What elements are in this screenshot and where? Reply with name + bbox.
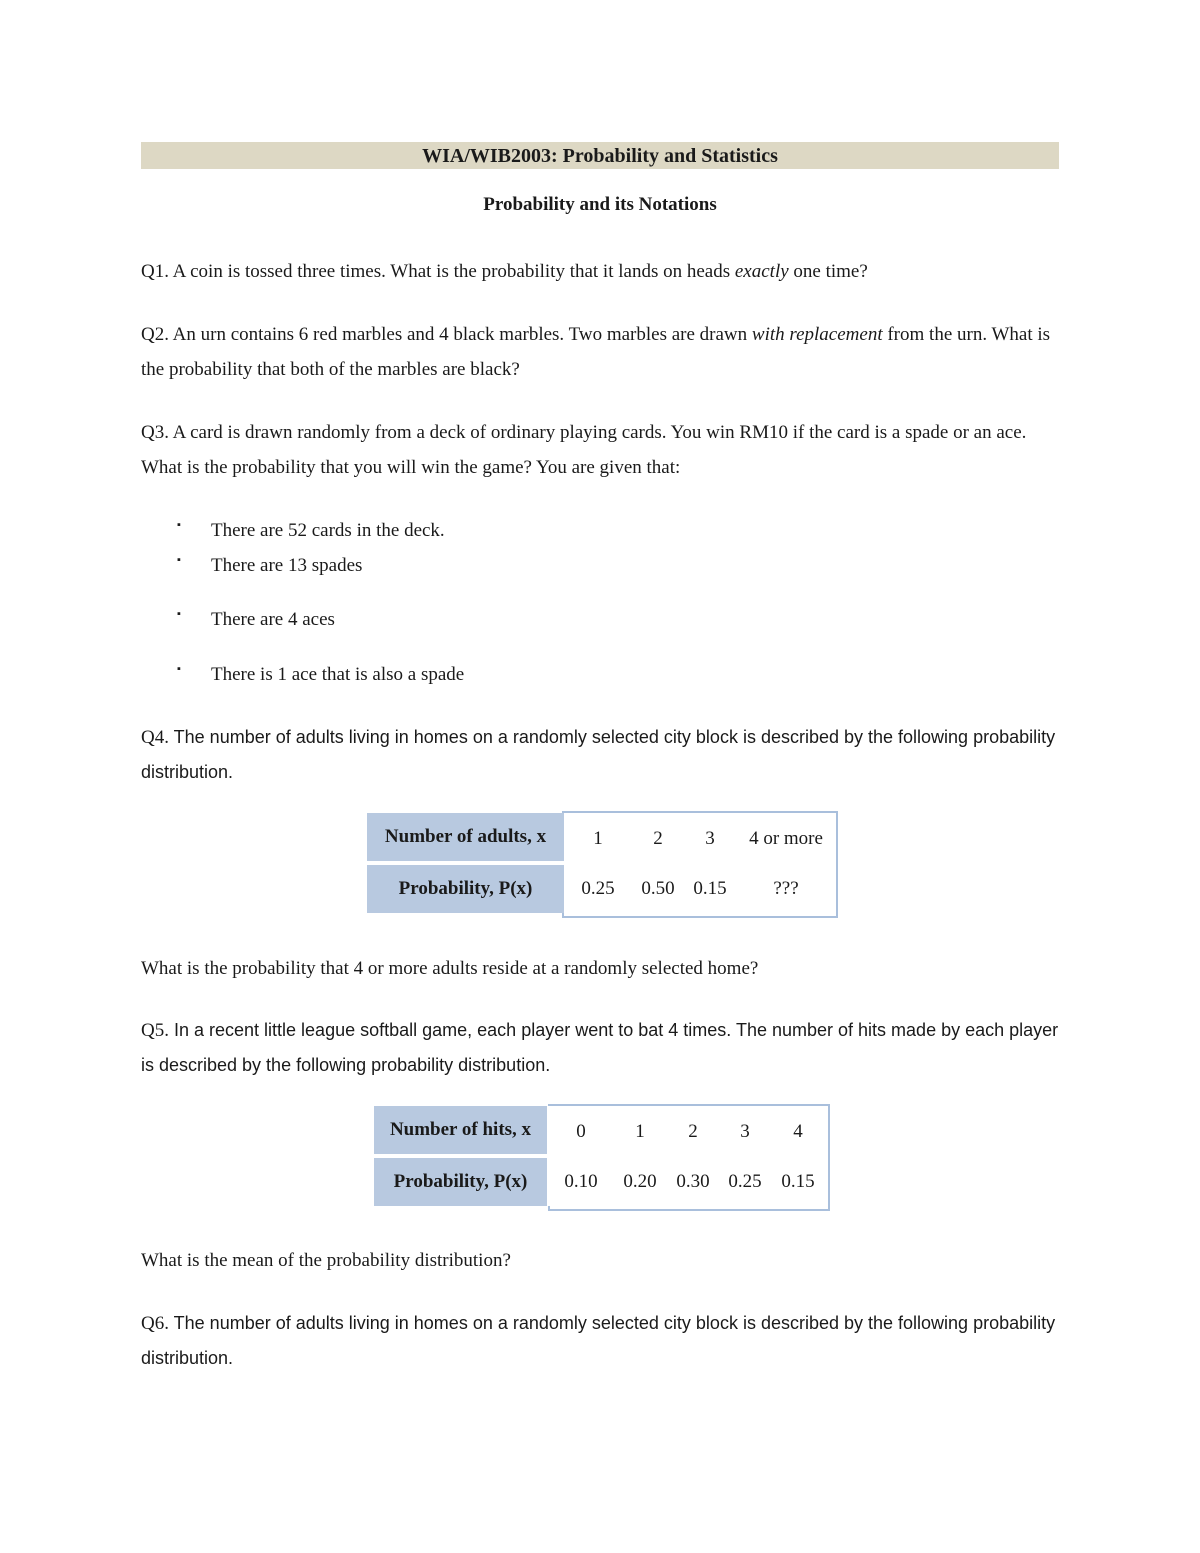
table-cell: 0.10: [564, 1171, 598, 1192]
question-text: An urn contains 6 red marbles and 4 black marbles. Two marbles are drawn: [168, 324, 752, 345]
bullet-icon: ▪: [177, 608, 181, 620]
question-number: Q4.: [141, 727, 169, 748]
course-title-banner: WIA/WIB2003: Probability and Statistics: [141, 142, 1059, 169]
question-text: The number of adults living in homes on a randomly selected city block is described by the following probability distribution.: [141, 727, 1056, 782]
table-cell: 0.30: [676, 1171, 710, 1192]
table-cell: 2: [688, 1121, 698, 1142]
table-cell: 1: [635, 1121, 645, 1142]
question-5-prompt: What is the mean of the probability distribution?: [141, 1250, 511, 1271]
table-cell: ???: [773, 878, 799, 899]
table-cell: 0.25: [581, 878, 615, 899]
row-header: Probability, P(x): [374, 1158, 550, 1206]
question-text: A coin is tossed three times. What is the probability that it lands on heads: [168, 261, 735, 282]
table-cell: 4 or more: [749, 828, 823, 849]
row-header: Number of adults, x: [367, 813, 567, 865]
question-4-prompt: What is the probability that 4 or more adults reside at a randomly selected home?: [141, 958, 759, 979]
question-text: one time?: [788, 261, 868, 282]
question-text: In a recent little league softball game, each player went to bat 4 times. The number of hits made by each player is described by the following probability distribution.: [141, 1020, 1059, 1075]
table-cell: 0: [576, 1121, 586, 1142]
question-number: Q2.: [141, 324, 169, 345]
table-cell: 1: [593, 828, 603, 849]
table-cell: 0.25: [728, 1171, 762, 1192]
table-cell: 2: [653, 828, 663, 849]
bullet-icon: ▪: [177, 554, 181, 566]
row-header: Probability, P(x): [367, 865, 567, 913]
table-cell: 0.20: [623, 1171, 657, 1192]
question-2: [141, 317, 1059, 387]
question-3: [141, 415, 1059, 485]
table-cell: 0.15: [693, 878, 727, 899]
distribution-table-hits: [374, 1106, 824, 1206]
bullet-icon: ▪: [177, 663, 181, 675]
question-4: [141, 720, 1059, 790]
table-cell: 0.15: [781, 1171, 815, 1192]
table-cell: 0.50: [641, 878, 675, 899]
table-row: [374, 1158, 824, 1206]
table-row: [367, 865, 839, 913]
row-header: Number of hits, x: [374, 1106, 550, 1158]
table-cell: 3: [705, 828, 715, 849]
question-5: [141, 1013, 1059, 1083]
question-number: Q6.: [141, 1313, 169, 1334]
table-row: [367, 813, 839, 865]
table-cell: 3: [740, 1121, 750, 1142]
question-number: Q1.: [141, 261, 169, 282]
distribution-table-adults: [367, 813, 839, 913]
question-number: Q3.: [141, 422, 169, 443]
emphasis-text: exactly: [734, 261, 789, 282]
table-cell: 4: [793, 1121, 803, 1142]
section-title: Probability and its Notations: [483, 194, 717, 215]
emphasis-text: with replacement: [751, 324, 883, 345]
question-6: [141, 1306, 1059, 1376]
question-text: The number of adults living in homes on a randomly selected city block is described by the following probability distribution.: [141, 1313, 1056, 1368]
question-text: A card is drawn randomly from a deck of ordinary playing cards. You win RM10 if the card is a spade or an ace. What is the probability that you will win the game? You are given that:: [141, 422, 1027, 478]
question-text: from the urn. What is the probability that both of the marbles are black?: [141, 324, 1051, 380]
question-1: [141, 254, 1059, 289]
bullet-icon: ▪: [177, 519, 181, 531]
question-number: Q5.: [141, 1020, 169, 1041]
table-row: [374, 1106, 824, 1158]
